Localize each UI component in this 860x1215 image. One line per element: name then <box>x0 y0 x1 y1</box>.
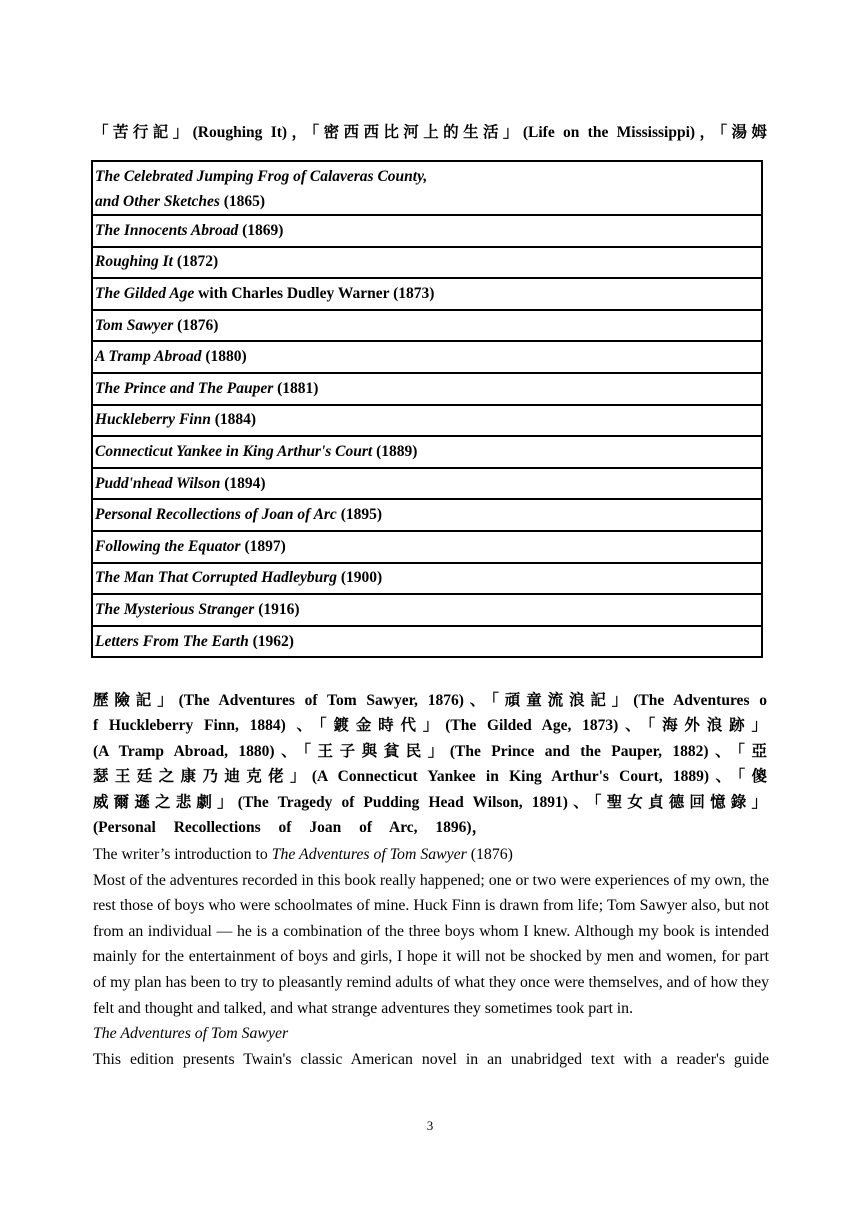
works-table-cell <box>92 468 762 500</box>
works-table-cell <box>92 215 762 247</box>
intro-paragraph: Most of the adventures recorded in this book really happened; one or two were experiences of my own, the rest those of boys who were schoolmates of mine. Huck Finn is drawn from life; Tom Sawyer also, but not from an individual — he is a combination of the three boys whom I knew. Although my book is intended mainly for the entertainment of boys and girls, I hope it will not be shocked by men and women, for part of my plan has been to try to pleasantly remind adults of what they once were themselves, and of how they felt and thought and talked, and what strange adventures they sometimes took part in. <box>93 871 769 1017</box>
works-table-row <box>92 278 762 310</box>
work-title: Connecticut Yankee in King Arthur's Court <box>95 442 373 460</box>
works-table-row <box>92 215 762 247</box>
work-title: A Tramp Abroad <box>95 348 202 366</box>
works-table-cell <box>92 436 762 468</box>
work-title-line2: and Other Sketches <box>95 192 220 210</box>
work-title: Huckleberry Finn <box>95 411 211 429</box>
work-title: The Celebrated Jumping Frog of Calaveras County, <box>95 167 428 185</box>
work-year: (1897) <box>240 537 286 555</box>
work-year: (1894) <box>220 474 266 492</box>
work-year: with Charles Dudley Warner (1873) <box>194 284 435 302</box>
works-table-row <box>92 468 762 500</box>
chinese-title-line: 威爾遜之悲劇」(The Tragedy of Pudding Head Wilson, 1891)、「聖女貞德回憶錄」 <box>93 794 767 811</box>
work-year: (1889) <box>372 442 418 460</box>
work-year: (1916) <box>254 600 300 618</box>
works-table-row <box>92 531 762 563</box>
chinese-title-line: 瑟王廷之康乃迪克佬」(A Connecticut Yankee in King Arthur's Court, 1889)、「傻 <box>93 768 767 785</box>
works-table-row <box>92 341 762 373</box>
section-title: The Adventures of Tom Sawyer <box>93 1025 289 1043</box>
work-year: (1869) <box>238 221 284 239</box>
works-table-row <box>92 626 762 658</box>
works-table-row <box>92 563 762 595</box>
works-table-cell <box>92 161 762 215</box>
work-title: The Mysterious Stranger <box>95 600 255 618</box>
works-table-cell <box>92 373 762 405</box>
work-year: (1865) <box>219 192 266 210</box>
work-title: Pudd'nhead Wilson <box>95 474 221 492</box>
works-table-row <box>92 247 762 279</box>
works-table <box>91 160 763 658</box>
works-table-cell <box>92 594 762 626</box>
works-table-cell <box>92 341 762 373</box>
work-year: (1880) <box>201 348 247 366</box>
chinese-title-line: (Personal Recollections of Joan of Arc, 1896)， <box>93 819 488 836</box>
intro-section <box>93 842 769 1072</box>
works-table-cell <box>92 405 762 437</box>
work-title: The Prince and The Pauper <box>95 379 274 397</box>
works-table-cell <box>92 563 762 595</box>
works-table-cell <box>92 278 762 310</box>
works-table-row <box>92 405 762 437</box>
page-number: 3 <box>426 1118 434 1133</box>
work-title: The Innocents Abroad <box>95 221 239 239</box>
work-title: The Gilded Age <box>95 284 195 302</box>
works-table-row <box>92 310 762 342</box>
work-title: Personal Recollections of Joan of Arc <box>95 506 337 524</box>
work-title: Roughing It <box>95 253 173 271</box>
work-year: (1876) <box>173 316 219 334</box>
works-table-row <box>92 373 762 405</box>
works-table-row <box>92 161 762 215</box>
intro-heading-title: The Adventures of Tom Sawyer <box>271 846 467 863</box>
work-year: (1872) <box>172 253 219 271</box>
chinese-title-line: 歷險記」(The Adventures of Tom Sawyer, 1876)、「頑童流浪記」(The Adventures o <box>93 692 767 709</box>
section-text: This edition presents Twain's classic American novel in an unabridged text with a reader's guide <box>93 1050 769 1068</box>
work-year: (1881) <box>273 379 319 397</box>
works-table-row <box>92 499 762 531</box>
works-table-row <box>92 594 762 626</box>
work-title: Tom Sawyer <box>95 316 174 334</box>
works-table-cell <box>92 499 762 531</box>
work-title: Letters From The Earth <box>95 632 249 650</box>
works-table-cell <box>92 247 762 279</box>
works-table-cell <box>92 310 762 342</box>
chinese-title-line: (A Tramp Abroad, 1880)、「王子與貧民」(The Prince and the Pauper, 1882)、「亞 <box>93 743 767 760</box>
works-table-cell <box>92 531 762 563</box>
work-year: (1884) <box>210 411 257 429</box>
chinese-title-line: f Huckleberry Finn, 1884) 、「鍍金時代」(The Gilded Age, 1873)、「海外浪跡」 <box>93 717 767 734</box>
work-year: (1895) <box>336 506 383 524</box>
work-year: (1900) <box>337 569 383 587</box>
top-line: 「苦行記」(Roughing It)，「密西西比河上的生活」(Life on the Mississippi)，「湯姆 <box>93 124 767 141</box>
work-title: Following the Equator <box>95 537 241 555</box>
work-title: The Man That Corrupted Hadleyburg <box>95 569 337 587</box>
works-table-cell <box>92 626 762 658</box>
works-table-row <box>92 436 762 468</box>
intro-heading: The writer’s introduction to The Adventures of Tom Sawyer (1876) <box>93 846 513 863</box>
work-year: (1962) <box>248 632 294 650</box>
